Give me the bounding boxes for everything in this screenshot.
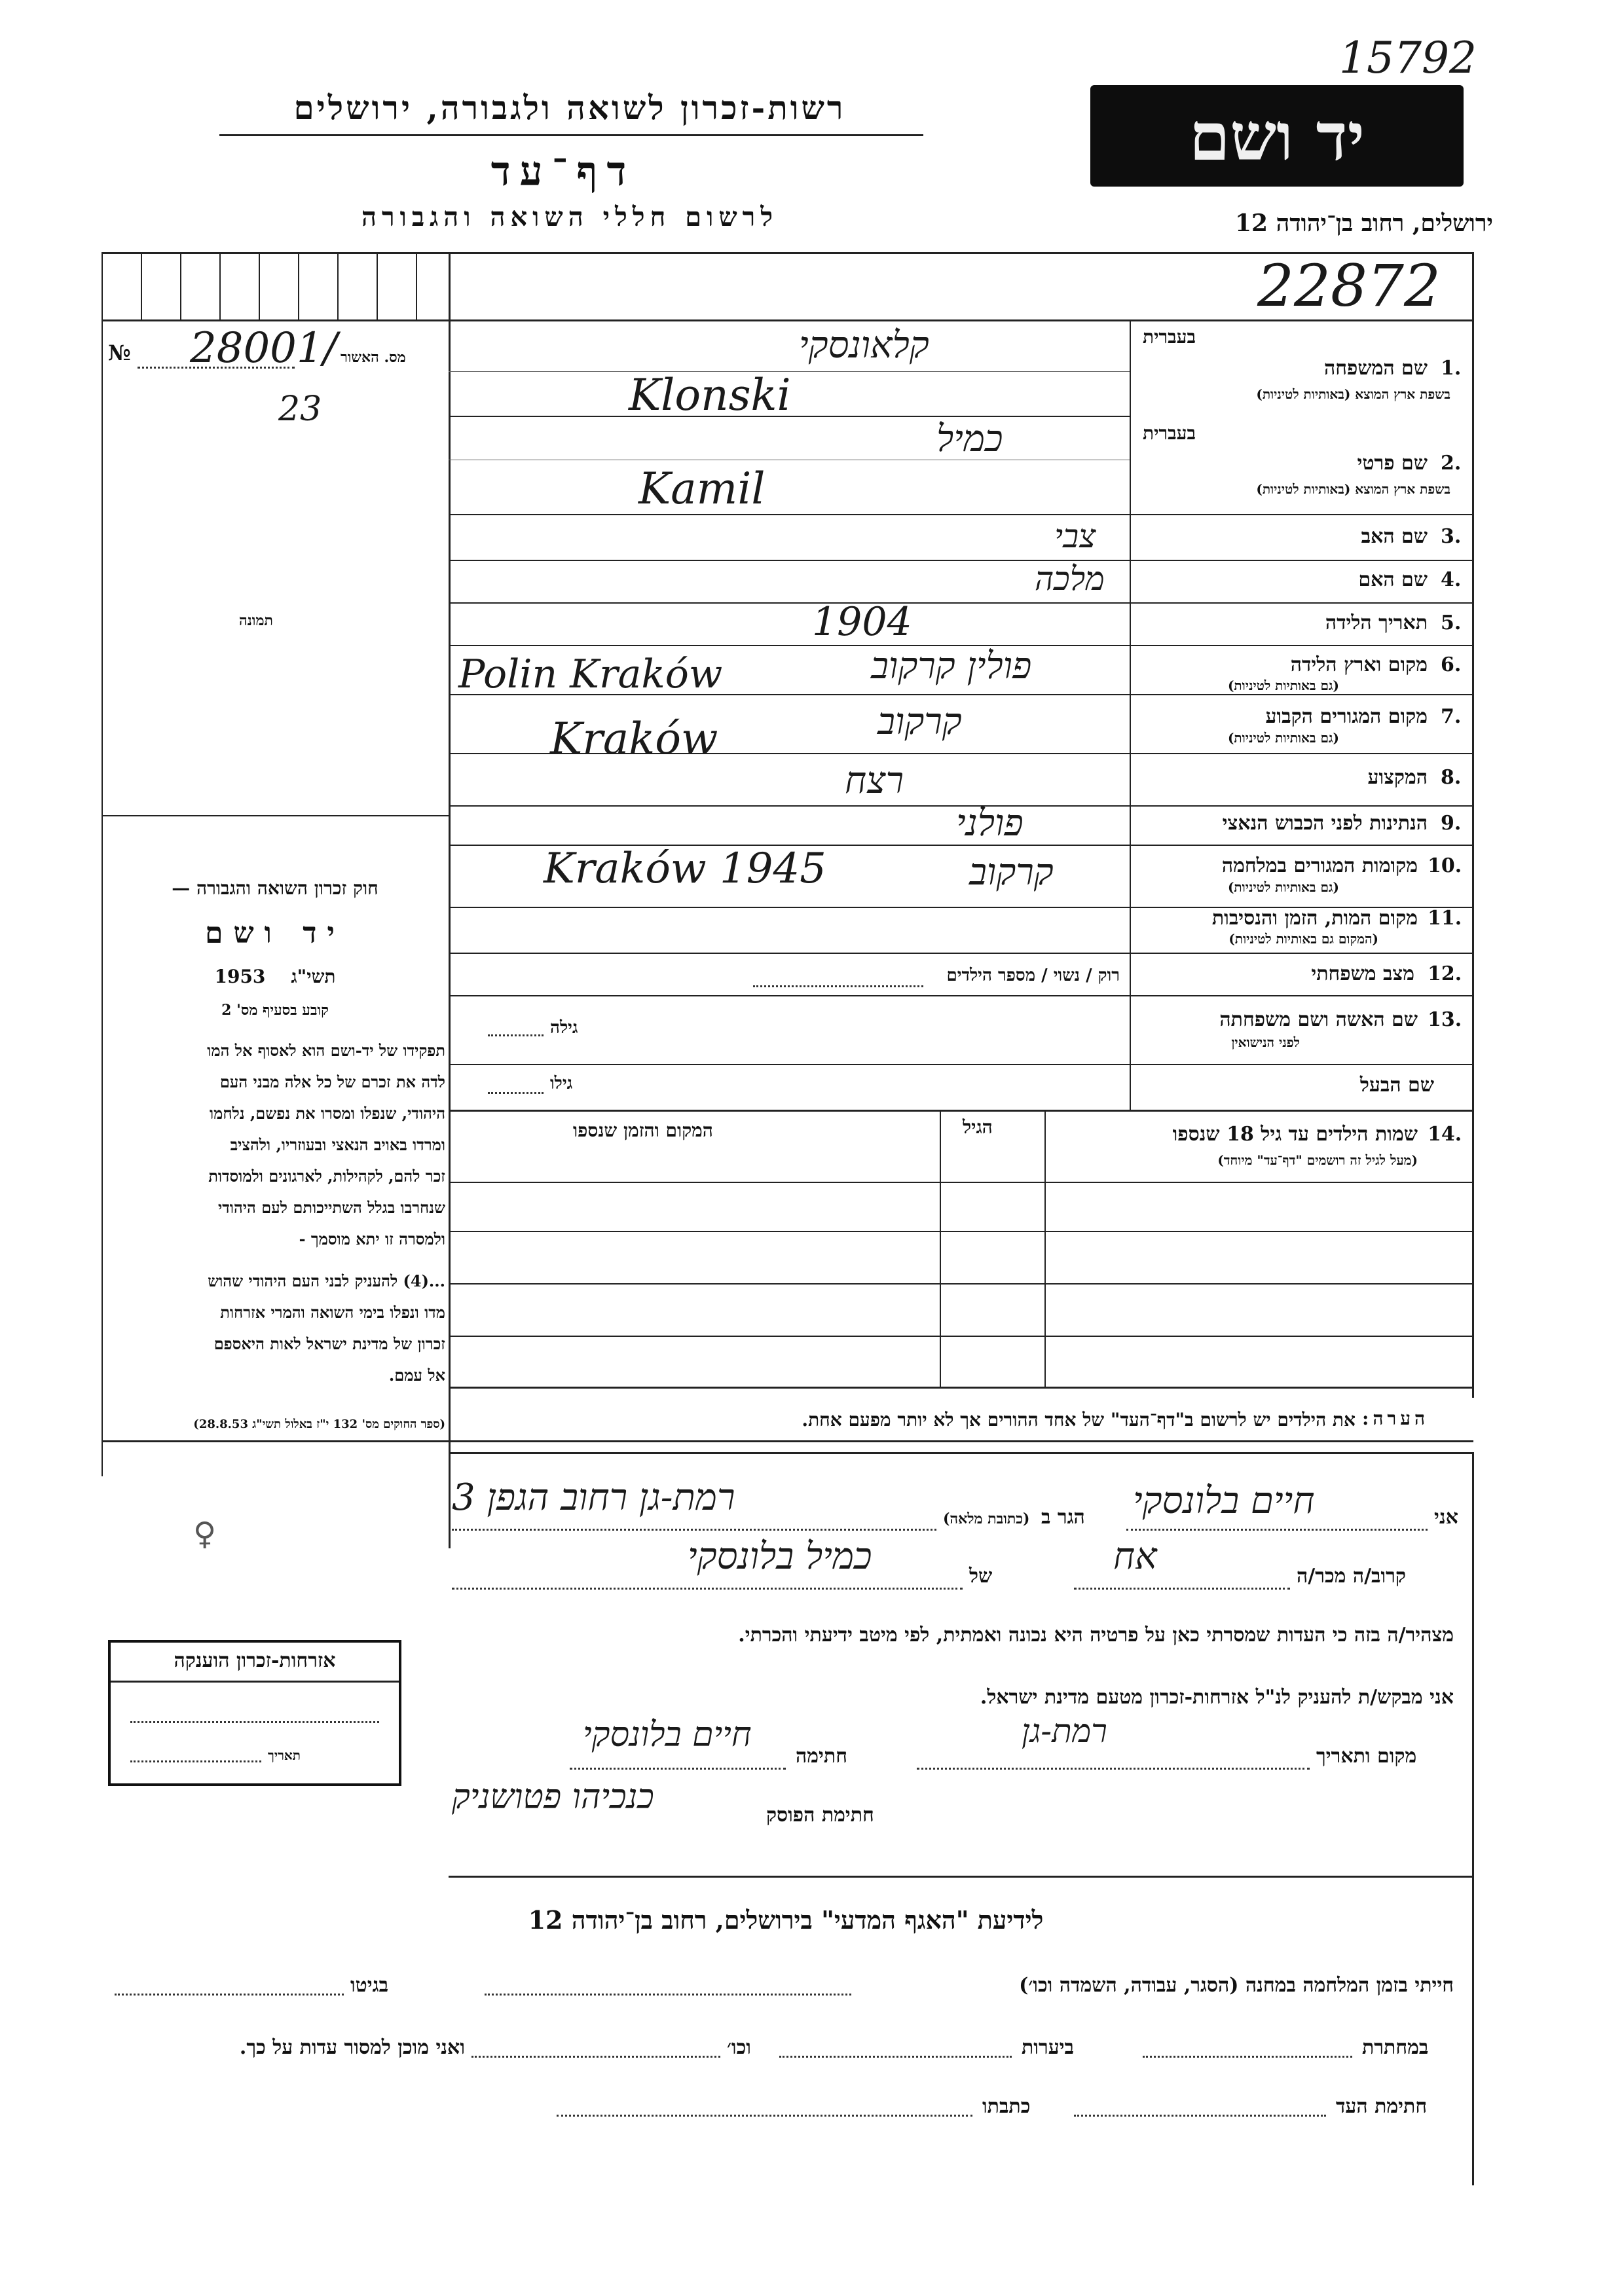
children-row	[449, 1231, 1472, 1232]
info-line3-a: חתימת העד	[1336, 2095, 1428, 2118]
field-3-label: שם האב	[1361, 525, 1428, 548]
citizenship-box	[108, 1640, 401, 1786]
info-line1-b: בגיטו	[350, 1974, 389, 1997]
row-sep	[449, 602, 1472, 604]
decl-signature-value: חיים בלונסקי	[583, 1715, 752, 1755]
children-num: 14.	[1428, 1123, 1462, 1146]
decl-of-line	[452, 1588, 963, 1590]
law-name: יד ושם	[205, 917, 345, 950]
info-line2-a: במחתרת	[1362, 2036, 1429, 2059]
children-sub: (מעל לגיל זה רושמים "דף־עד" מיוחד)	[1217, 1152, 1418, 1168]
row-sep	[449, 1110, 1472, 1112]
form-title: דף־עד	[490, 147, 636, 195]
serial-value-2: 23	[278, 390, 322, 429]
form-subtitle: לרשום חללי השואה והגבורה	[361, 202, 779, 232]
address: ירושלים, רחוב בן־יהודה 12	[1234, 210, 1493, 237]
row-sep	[449, 953, 1472, 954]
field-8-value: רצח	[845, 759, 904, 802]
decl-signature-line	[570, 1768, 786, 1770]
field-1-num: 1.	[1441, 357, 1462, 380]
decl-relative-label: קרוב/ה מכר/ה	[1297, 1565, 1406, 1588]
field-1-value-lat: Klonski	[629, 370, 791, 420]
decl-statement-1: מצהיר/ה בזה כי העדות שמסרתי כאן על פרטיה היא נכונה ואמתית, לפי מיטב ידיעתי והכרתי.	[738, 1624, 1454, 1647]
info-line2-b: ביערות	[1022, 2036, 1075, 2059]
note-label: הערה:	[1362, 1408, 1430, 1429]
serial-value: 28001/	[190, 324, 338, 373]
decl-inspector-value: כנכיהו פטושניק	[452, 1777, 654, 1817]
law-text-line: מדו ונפלו בימי השואה והמרי אזרחות	[220, 1303, 445, 1322]
field-13-age-line	[488, 1034, 544, 1036]
field-6-value-lat: Polin Kraków	[458, 651, 723, 697]
field-10-sub: (גם באותיות לטיניות)	[1227, 879, 1339, 895]
field-11-num: 11.	[1428, 907, 1462, 930]
field-2-value-he: כמיל	[936, 418, 1003, 460]
note-bottom	[101, 1440, 1473, 1442]
law-text-line: ...(4) להעניק לבני העם היהודי שהוש	[208, 1271, 445, 1290]
decl-place-date-line	[917, 1768, 1310, 1770]
law-text-line: ולמסרה זו יתא מוסמך -	[299, 1230, 445, 1248]
citizenship-box-title: אזרחות-זכרון הוענקה	[174, 1649, 336, 1672]
husband-age-label: גילו	[550, 1074, 573, 1093]
field-8-label: המקצוע	[1367, 766, 1428, 789]
info-title: לידיעת "האגף המדעי" בירושלים, רחוב בן־יהודה 12	[528, 1905, 1044, 1935]
margin-scribble: ♀	[193, 1516, 217, 1552]
decl-resides: הגר ב	[1041, 1506, 1085, 1529]
decl-ani: אני	[1434, 1506, 1458, 1529]
main-frame-right	[1472, 252, 1474, 1398]
decl-of-label: של	[969, 1565, 993, 1588]
husband-label: שם הבעל	[1359, 1074, 1434, 1097]
children-col-age: הגיל	[963, 1116, 993, 1138]
row-sep	[449, 1064, 1472, 1065]
field-7-sub: (גם באותיות לטיניות)	[1227, 730, 1339, 746]
field-11-label: מקום המות, הזמן והנסיבות	[1211, 907, 1418, 930]
field-1-tag: בעברית	[1143, 326, 1196, 348]
label-column-divider	[1130, 319, 1131, 1112]
decl-of-value: כמיל בלונסקי	[688, 1535, 872, 1578]
field-8-num: 8.	[1441, 766, 1462, 789]
law-text-line: אל עמם.	[388, 1366, 445, 1385]
authority-line: רשות-זכרון לשואה ולגבורה, ירושלים	[293, 88, 846, 127]
law-section: קובע בסעיף מס' 2	[221, 1002, 329, 1019]
field-1-label: שם המשפחה	[1323, 357, 1428, 380]
law-year-num: 1953	[214, 966, 266, 987]
form-divider	[449, 252, 451, 1548]
law-text-line: תפקידו של יד-ושם הוא לאסוף אל המו	[207, 1041, 445, 1060]
field-9-num: 9.	[1441, 812, 1462, 835]
info-line3-line-a	[1074, 2115, 1326, 2117]
children-col-place: המקום והזמן שנספו	[573, 1120, 713, 1141]
note-bottom	[449, 1452, 1473, 1454]
law-title: חוק זכרון השואה והגבורה —	[172, 877, 378, 899]
law-text	[105, 1041, 445, 1397]
info-line2-d: ואני מוכן למסור עדות על כך.	[239, 2036, 465, 2059]
info-top	[449, 1876, 1473, 1878]
field-2-num: 2.	[1441, 452, 1462, 475]
law-text-line: היהודי, שנפלו ומסרו את נפשם, נלחמו	[209, 1104, 445, 1123]
info-line3-line-b	[557, 2115, 972, 2117]
field-12-options: רוק / נשוי / מספר הילדים	[946, 966, 1120, 985]
info-line2-line-c	[471, 2056, 720, 2058]
decl-address-value: רמת-גן רחוב הגפן 3	[452, 1476, 735, 1519]
logo	[1090, 85, 1464, 187]
decl-inspector-label: חתימת הפוסק	[766, 1804, 874, 1827]
decl-signature-label: חתימה	[796, 1745, 847, 1768]
children-row	[449, 1336, 1472, 1337]
decl-name-line	[1126, 1529, 1428, 1531]
decl-address-hint: (כתובת מלאה)	[943, 1510, 1030, 1527]
children-row	[449, 1387, 1472, 1389]
field-10-label: מקומות המגורים במלחמה	[1221, 854, 1418, 877]
field-6-value-he: פולין קרקוב	[871, 645, 1032, 687]
field-9-label: הנתינות לפני הכבוש הנאצי	[1222, 812, 1428, 835]
law-text-line: זכר להם, לקהילות, לארגונים ולמוסדות	[208, 1167, 445, 1186]
corner-number: 15792	[1339, 33, 1477, 83]
field-2-value-lat: Kamil	[638, 464, 766, 514]
row-sep	[449, 514, 1472, 515]
children-label: שמות הילדים עד גיל 18 שנספו	[1172, 1123, 1418, 1146]
info-line2-line-a	[1143, 2056, 1352, 2058]
field-2-sub: בשפת ארץ המוצא (באותיות לטיניות)	[1256, 481, 1450, 497]
decl-relative-line	[1074, 1588, 1290, 1590]
info-line1-line	[485, 1994, 851, 1995]
info-line2-c: וכו׳	[727, 2036, 751, 2059]
field-4-value: מלכה	[1035, 560, 1105, 598]
law-text-line: ומרדו באויב הנאצי ובעוזריו, ולהציב	[230, 1135, 445, 1154]
law-text-line: שנחרבו בגלל השתייכותם לעם היהודי	[217, 1198, 445, 1217]
field-5-label: תאריך הלידה	[1325, 611, 1428, 634]
decl-name-value: חיים בלונסקי	[1133, 1480, 1315, 1522]
field-3-value: צבי	[1054, 517, 1096, 555]
field-6-label: מקום וארץ הלידה	[1290, 653, 1428, 676]
husband-age-line	[488, 1092, 544, 1094]
left-frame	[101, 252, 103, 1476]
field-13-sub: לפני הנישואין	[1231, 1034, 1300, 1050]
photo-box-bottom	[101, 815, 449, 816]
law-year	[108, 966, 442, 988]
field-12-label: מצב משפחתי	[1311, 962, 1414, 985]
info-line3-b: כתבתו	[982, 2095, 1031, 2118]
photo-label: תמונה	[239, 612, 273, 629]
decl-right-frame	[1472, 1452, 1474, 2185]
field-7-value-lat: Kraków	[550, 714, 718, 764]
field-1-value-he: קלאונסקי	[799, 324, 929, 367]
field-10-value-he: קרקוב	[969, 851, 1054, 894]
children-row	[449, 1182, 1472, 1183]
law-text-line: זכרון של מדינת ישראל לאות היאספם	[213, 1334, 445, 1353]
children-col-line	[1044, 1112, 1046, 1387]
children-row	[449, 1283, 1472, 1285]
field-2-tag: בעברית	[1143, 422, 1196, 444]
field-12-line	[753, 985, 923, 987]
field-4-num: 4.	[1441, 568, 1462, 591]
field-11-sub: (המקום גם באותיות לטיניות)	[1228, 931, 1378, 947]
field-4-label: שם האם	[1358, 568, 1428, 591]
info-line1-line2	[115, 1994, 344, 1995]
field-6-sub: (גם באותיות לטיניות)	[1227, 678, 1339, 693]
field-3-num: 3.	[1441, 525, 1462, 548]
logo-text: יד ושם	[1189, 98, 1365, 175]
field-10-num: 10.	[1428, 854, 1462, 877]
field-1-sub: בשפת ארץ המוצא (באותיות לטיניות)	[1256, 386, 1450, 402]
field-7-num: 7.	[1441, 705, 1462, 728]
field-13-age-label: גילה	[550, 1018, 578, 1038]
field-5-num: 5.	[1441, 611, 1462, 634]
record-number-cells	[101, 254, 449, 319]
field-7-label: מקום המגורים הקבוע	[1265, 705, 1428, 728]
citizenship-box-footer: תאריך	[268, 1747, 301, 1763]
law-year-heb: תשי"ג	[291, 966, 336, 987]
row-sep	[449, 995, 1472, 996]
law-reference: (ספר החוקים מס' 132 י"ז באלול תשי"ג 28.8.53)	[193, 1417, 445, 1431]
field-13-label: שם האשה ושם משפחתה	[1219, 1008, 1418, 1031]
record-number: 22872	[1257, 252, 1441, 319]
children-col-line	[940, 1112, 941, 1387]
decl-relative-value: אח	[1113, 1535, 1157, 1578]
decl-place-date-label: מקום ותאריך	[1316, 1745, 1417, 1768]
field-12-num: 12.	[1428, 962, 1462, 985]
field-10-value-lat: Kraków 1945	[544, 845, 826, 893]
field-9-value: פולני	[956, 802, 1024, 845]
info-line2-line-b	[779, 2056, 1012, 2058]
info-line1-a: חייתי בזמן המלחמה במחנה (הסגר, עבודה, השמדה וכו׳)	[1019, 1974, 1454, 1997]
row-sep	[449, 560, 1472, 561]
field-5-value: 1904	[812, 599, 912, 645]
field-2-label: שם פרטי	[1357, 452, 1428, 475]
note-text: את הילדים יש לרשום ב"דף־העד" של אחד ההורים אך לא יותר מפעם אחת.	[802, 1409, 1356, 1430]
serial-label: מס. האשור	[341, 349, 406, 366]
record-row-bottom	[101, 319, 1473, 321]
decl-place-date-value: רמת-גן	[1022, 1712, 1107, 1750]
field-6-num: 6.	[1441, 653, 1462, 676]
law-text-line: לדה את זכרם של כל אלה מבני העם	[219, 1072, 445, 1091]
authority-underline	[219, 134, 923, 136]
number-symbol: №	[108, 340, 131, 365]
decl-statement-2: אני מבקש/ת להעניק לנ"ל אזרחות-זכרון מטעם מדינת ישראל.	[980, 1686, 1454, 1709]
field-7-value-he: קרקוב	[877, 701, 962, 743]
field-13-num: 13.	[1428, 1008, 1462, 1031]
decl-address-line	[452, 1529, 936, 1531]
